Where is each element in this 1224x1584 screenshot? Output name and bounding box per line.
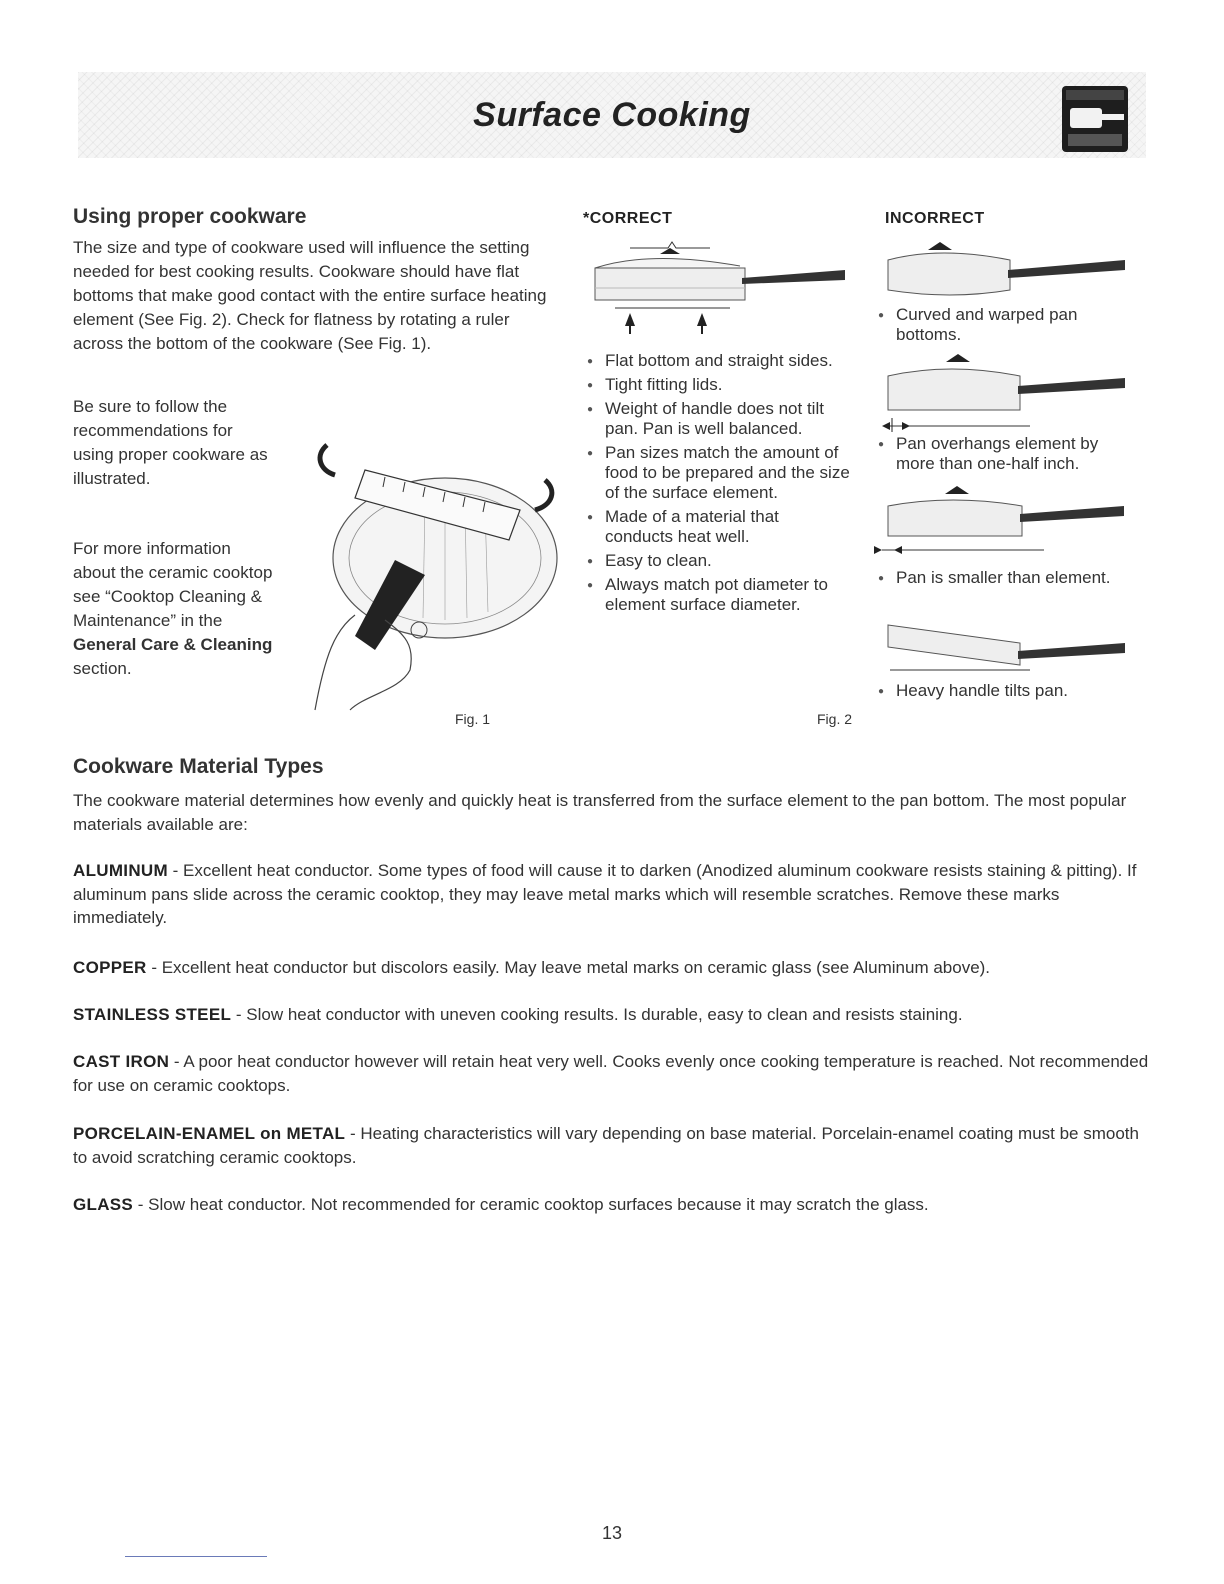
figure-1-caption: Fig. 1 [455, 711, 491, 727]
list-item: ● Curved and warped pan bottoms. [876, 305, 1126, 345]
incorrect-list-4 [876, 681, 1126, 705]
correct-pan-illustration [590, 238, 850, 338]
list-item: ● Pan is smaller than element. [876, 568, 1126, 588]
overhang-pan-illustration [880, 352, 1135, 432]
material-glass [73, 1193, 1153, 1217]
material-text: - Slow heat conductor with uneven cooking results. Is durable, easy to clean and resists staining. [231, 1005, 963, 1024]
incorrect-list-1 [876, 305, 1126, 349]
list-item: ● Easy to clean. [585, 551, 850, 571]
materials-intro: The cookware material determines how evenly and quickly heat is transferred from the surface element to the pan bottom. The most popular materials available are: [73, 791, 1127, 834]
more-info-tail: section. [73, 659, 132, 678]
list-item: ● Heavy handle tilts pan. [876, 681, 1126, 701]
list-item: ● Tight fitting lids. [585, 375, 850, 395]
material-text: - Excellent heat conductor. Some types of food will cause it to darken (Anodized aluminum cookware resists staining & pitting). If aluminum pans slide across the ceramic cooktop, they may leave metal marks which will resemble scratches. Remove these marks immediately. [73, 861, 1137, 927]
material-name: PORCELAIN-ENAMEL on METAL [73, 1124, 346, 1143]
heavy-handle-pan-illustration [880, 615, 1135, 675]
list-item: ● Pan sizes match the amount of food to be prepared and the size of the surface element. [585, 443, 850, 503]
follow-paragraph: Be sure to follow the recommendations for using proper cookware as illustrated. [73, 397, 268, 488]
material-text: - Excellent heat conductor but discolors easily. May leave metal marks on ceramic glass (see Aluminum above). [146, 958, 991, 977]
material-text: - Heating characteristics will vary depending on base material. Porcelain-enamel coating must be smooth to avoid scratching ceramic cooktops. [73, 1124, 1139, 1167]
intro-paragraph: The size and type of cookware used will influence the setting needed for best cooking results. Cookware should have flat bottoms that make good contact with the entire surface heating element (See Fig. 2). Check for flatness by rotating a ruler across the bottom of the cookware (See Fig. 1). [73, 238, 547, 353]
material-aluminum [73, 859, 1153, 930]
material-text: - A poor heat conductor however will retain heat very well. Cooks evenly once cooking temperature is reached. Not recommended for use on ceramic cooktops. [73, 1052, 1149, 1095]
figure-2-caption: Fig. 2 [817, 711, 853, 727]
correct-heading: *CORRECT [583, 210, 673, 227]
list-item: ● Weight of handle does not tilt pan. Pan is well balanced. [585, 399, 850, 439]
more-info-text: For more information about the ceramic cooktop see “Cooktop Cleaning & Maintenance” in the [73, 539, 273, 630]
incorrect-list-2 [876, 434, 1136, 478]
list-item: ● Always match pot diameter to element surface diameter. [585, 575, 850, 615]
incorrect-list-3 [876, 568, 1126, 592]
material-name: COPPER [73, 958, 147, 977]
material-name: ALUMINUM [73, 861, 168, 880]
section-title-using-proper-cookware: Using proper cookware [73, 205, 307, 228]
incorrect-heading: INCORRECT [885, 210, 985, 227]
material-porcelain-enamel [73, 1122, 1153, 1169]
list-item: ● Made of a material that conducts heat well. [585, 507, 850, 547]
list-item: ● Flat bottom and straight sides. [585, 351, 850, 371]
material-text: - Slow heat conductor. Not recommended for ceramic cooktop surfaces because it may scratch the glass. [133, 1195, 929, 1214]
page-title: Surface Cooking [473, 96, 751, 134]
more-info-paragraph [73, 537, 273, 681]
curved-pan-illustration [880, 238, 1135, 303]
ruler-flatness-illustration [295, 440, 575, 715]
section-title-cookware-material-types: Cookware Material Types [73, 755, 324, 778]
footer-divider [125, 1556, 267, 1557]
material-stainless-steel [73, 1003, 1153, 1027]
list-item: ● Pan overhangs element by more than one-half inch. [876, 434, 1136, 474]
material-copper [73, 956, 1153, 980]
pan-on-cooktop-icon [1060, 84, 1130, 154]
correct-list [585, 351, 850, 619]
general-care-link-text: General Care & Cleaning [73, 635, 273, 654]
material-cast-iron [73, 1050, 1153, 1097]
material-name: STAINLESS STEEL [73, 1005, 232, 1024]
page-number: 13 [601, 1523, 623, 1543]
material-name: CAST IRON [73, 1052, 170, 1071]
material-name: GLASS [73, 1195, 134, 1214]
small-pan-illustration [862, 484, 1132, 559]
